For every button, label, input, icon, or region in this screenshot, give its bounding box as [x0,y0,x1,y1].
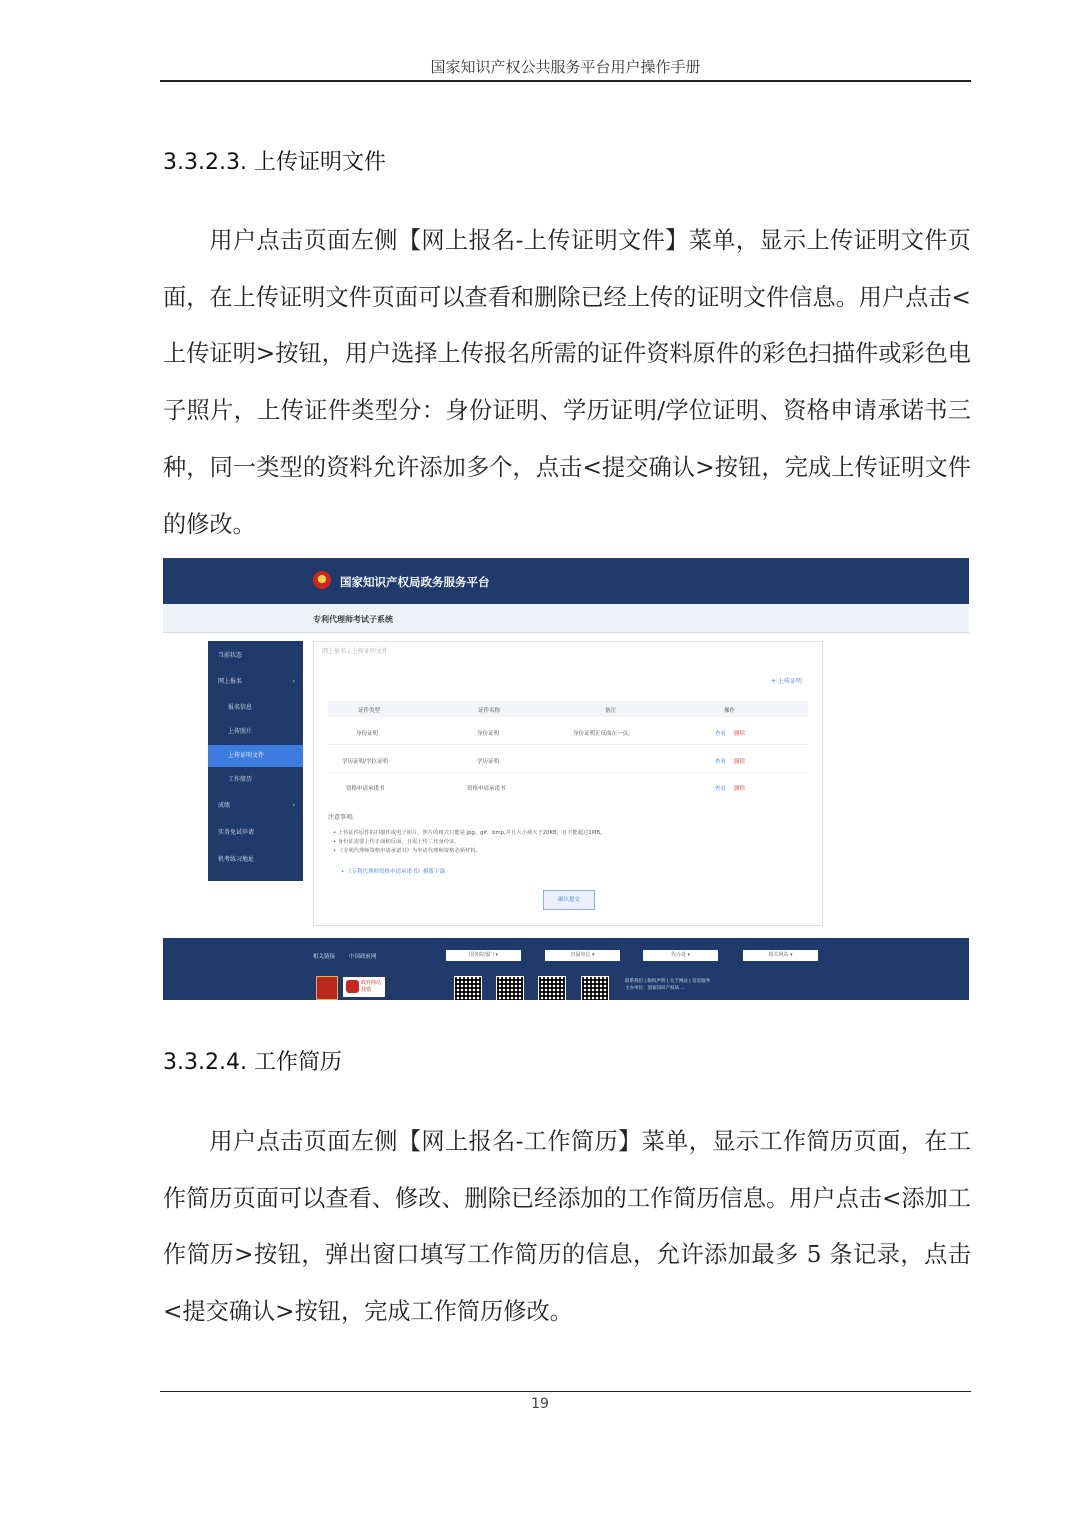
table-cell: 身份证明 [356,731,379,737]
page-header: 国家知识产权公共服务平台用户操作手册 [430,58,701,76]
footer-rule [160,1391,971,1392]
side-menu [208,641,303,881]
menu-item-registration-info[interactable]: 报名信息 [228,704,253,711]
content-panel [313,641,823,926]
footer-select-agencies[interactable]: 代办处 ▾ [643,950,718,961]
view-button[interactable]: 查看 [715,786,727,792]
note-item: • 上传证件原件的扫描件或电子照片，照片的格式只能是 jpg、gif、bmp,并且大小须大于20KB，且不能超过1MB。 [333,830,606,836]
view-button[interactable]: 查看 [715,759,727,765]
delete-button[interactable]: 删除 [734,759,746,765]
menu-item-exemption[interactable]: 实务免试申请 [218,829,255,836]
footer-info-line: 联系我们 | 版权声明 | 关于网站 | 信息服务 [625,979,711,984]
row-divider [328,772,808,773]
table-cell: 学历证明 [477,759,500,765]
section-paragraph-upload-proof: 用户点击页面左侧【网上报名-上传证明文件】菜单，显示上传证明文件页面，在上传证明文件页面可以查看和删除已经上传的证明文件信息。用户点击<上传证明>按钮，用户选择上传报名所需的证件资料原件的彩色扫描件或彩色电子照片，上传证件类型分：身份证明、学历证明/学位证明、资格申请承诺书三种，同一类型的资料允许添加多个，点击<提交确认>按钮，完成上传证明文件的修改。 [163,227,971,538]
subsystem-bar [163,604,969,633]
section-heading-upload-proof: 3.3.2.3. 上传证明文件 [163,150,386,175]
view-button[interactable]: 查看 [715,731,727,737]
footer-gov-link[interactable]: 中国政府网 [349,954,377,960]
table-cell: 身份证明正反面在一页。 [573,731,634,737]
site-footer [163,938,969,1000]
note-item: • 身份证需要上传正面和反面，且需上传二代身份证。 [333,839,460,845]
delete-button[interactable]: 删除 [734,731,746,737]
chevron-right-icon: › [292,802,295,809]
table-cell: 身份证明 [477,731,500,737]
column-header-action: 操作 [724,708,736,714]
footer-related-links-label: 相关链接 [313,954,336,960]
delete-button[interactable]: 删除 [734,786,746,792]
column-header-type: 证件类型 [358,708,381,714]
table-cell: 资格申请承诺书 [346,786,385,792]
qr-code-icon [538,976,566,1000]
menu-item-upload-photo[interactable]: 上传照片 [228,728,253,735]
breadcrumb: 网上报名 / 上传证明文件 [322,648,388,655]
menu-item-online-registration[interactable]: 网上报名 › [208,671,303,693]
page-number: 19 [531,1396,549,1412]
notes-title: 注意事项: [328,814,355,821]
subsystem-title: 专利代理师考试子系统 [313,615,393,624]
row-divider [328,744,808,745]
national-emblem-icon [313,571,331,589]
platform-title: 国家知识产权局政务服务平台 [340,575,490,589]
menu-item-upload-proof[interactable]: 上传证明文件 [208,745,303,767]
menu-item-practice-url[interactable]: 机考练习地址 [218,856,255,863]
footer-select-units[interactable]: 直属单位 ▾ [545,950,620,961]
menu-item-scores[interactable]: 成绩 › [208,795,303,817]
section-heading-work-history: 3.3.2.4. 工作简历 [163,1050,342,1075]
table-header [328,701,808,717]
footer-select-sites[interactable]: 相关网站 ▾ [743,950,818,961]
footer-select-departments[interactable]: 国务院部门 ▾ [446,950,521,961]
upload-proof-button[interactable]: + 上传证明 [771,678,802,685]
column-header-name: 证件名称 [478,708,501,714]
menu-item-status[interactable]: 当前状态 [218,652,243,659]
platform-topbar [163,558,969,604]
embedded-screenshot [163,558,969,1000]
column-header-note: 备注 [605,708,617,714]
table-cell: 资格申请承诺书 [467,786,506,792]
section-paragraph-work-history: 用户点击页面左侧【网上报名-工作简历】菜单，显示工作简历页面，在工作简历页面可以查看、修改、删除已经添加的工作简历信息。用户点击<添加工作简历>按钮，弹出窗口填写工作简历的信息，允许添加最多 5 条记录，点击<提交确认>按钮，完成工作简历修改。 [163,1128,971,1326]
template-download-link[interactable]: • 《专利代理师资格申请承诺书》模版下载 [341,869,445,875]
party-badge-icon[interactable] [316,976,338,1000]
qr-code-icon [581,976,609,1000]
qr-code-icon [454,976,482,1000]
gov-site-error-badge[interactable]: 政府网站 找错 [343,977,385,997]
table-cell: 学历证明/学位证明 [342,759,388,765]
menu-item-work-history[interactable]: 工作简历 [228,776,253,783]
confirm-submit-button[interactable]: 确认提交 [543,890,595,910]
header-rule [160,80,971,82]
footer-info-line: 主办单位：国家知识产权局 ... [625,986,685,991]
chevron-right-icon: › [292,678,295,685]
qr-code-icon [496,976,524,1000]
magnifier-icon [346,980,359,993]
note-item: • 《专利代理师资格申请承诺书》为申请代理师资格必须材料。 [333,848,481,854]
